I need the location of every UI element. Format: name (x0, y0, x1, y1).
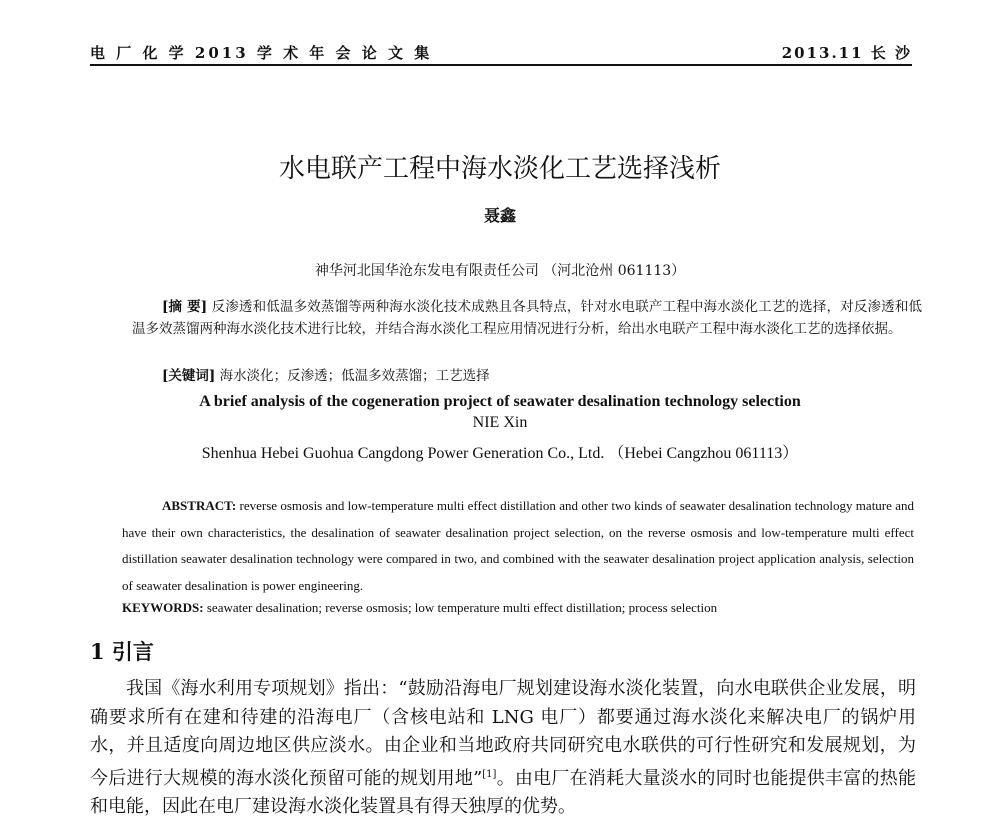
keywords-cn-text: 海水淡化；反渗透；低温多效蒸馏；工艺选择 (215, 368, 490, 384)
keywords-cn-label: [关键词] (162, 368, 216, 384)
keywords-en-label: KEYWORDS: (122, 600, 204, 615)
english-title: A brief analysis of the cogeneration project of seawater desalination technology selection (199, 393, 801, 410)
author: 聂鑫 (483, 206, 516, 225)
abstract-en-text: reverse osmosis and low-temperature multi effect distillation and other two kinds of seawater desalination technology mature and have their own characteristics, the desalination of seawater desalination project selection, on the reverse osmosis and low-temperature multi effect distillation seawater desalination technology were compared in two, and combined with the seawater desalination project application analysis, selection of seawater desalination is power engineering. (122, 498, 914, 593)
abstract-cn-label: [摘 要] (162, 299, 208, 315)
abstract-cn-text: 反渗透和低温多效蒸馏等两种海水淡化技术成熟且各具特点，针对水电联产工程中海水淡化工艺的选择，对反渗透和低温多效蒸馏两种海水淡化技术进行比较，并结合海水淡化工程应用情况进行分析，给出水电联产工程中海水淡化工艺的选择依据。 (132, 299, 922, 337)
english-affiliation: Shenhua Hebei Guohua Cangdong Power Generation Co., Ltd. （Hebei Cangzhou 061113） (201, 445, 799, 462)
running-header (90, 42, 912, 66)
english-author: NIE Xin (472, 414, 528, 431)
abstract-en-label: ABSTRACT: (162, 498, 237, 513)
header-right: 2013.11 长 沙 (781, 44, 912, 62)
section-heading: 1 引言 (90, 639, 154, 664)
paper-title: 水电联产工程中海水淡化工艺选择浅析 (278, 154, 721, 184)
body-paragraph (90, 675, 916, 822)
affiliation: 神华河北国华沧东发电有限责任公司 （河北沧州 061113） (314, 263, 686, 279)
abstract-en (122, 493, 914, 599)
abstract-cn (132, 296, 922, 340)
body-text-cont: 。由电厂在消耗大量淡水的同时也能提供丰富的热能和电能，因此在电厂建设海水淡化装置具有得天独厚的优势。 (90, 767, 917, 817)
keywords-en-text: seawater desalination; reverse osmosis; low temperature multi effect distillation; process selection (203, 600, 718, 615)
citation[interactable]: [1] (482, 768, 497, 780)
body-text: 我国《海水利用专项规划》指出：“鼓励沿海电厂规划建设海水淡化装置，向水电联供企业发展，明确要求所有在建和待建的沿海电厂（含核电站和 LNG 电厂）都要通过海水淡化来解决电厂的锅炉用水，并且适度向周边地区供应淡水。由企业和当地政府共同研究电水联供的可行性研究和发展规划，为今后进行大规模的海水淡化预留可能的规划用地” (90, 678, 916, 789)
header-left: 电 厂 化 学 2013 学 术 年 会 论 文 集 (90, 44, 433, 62)
keywords-en (122, 600, 717, 616)
keywords-cn (162, 364, 490, 384)
